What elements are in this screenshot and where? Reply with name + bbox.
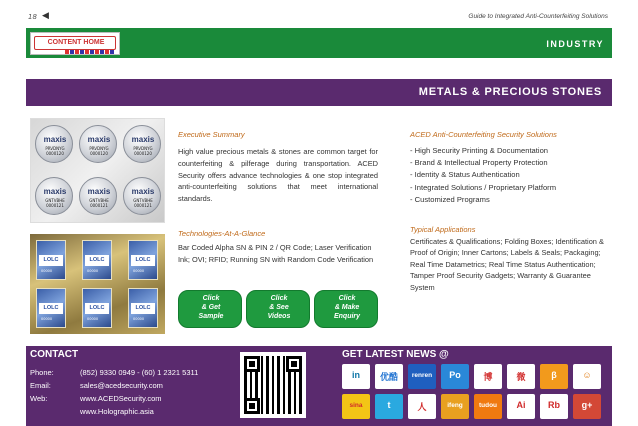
security-label-tile [128, 240, 158, 280]
security-label-tile [82, 240, 112, 280]
executive-summary-heading: Executive Summary [178, 130, 245, 139]
email-label: Email: [30, 381, 51, 390]
button-line: Videos [267, 313, 291, 320]
tile-number: 00000 [41, 269, 53, 273]
social-icon-rb-icon[interactable] [540, 394, 568, 419]
social-icon-label: Ai [516, 400, 526, 410]
tile-brand: LOLC [85, 303, 109, 314]
social-icon-ifeng-icon[interactable] [441, 394, 469, 419]
social-icon-label: g+ [581, 400, 593, 410]
hologram-sticker [79, 125, 117, 163]
social-icon-label: Rb [548, 400, 560, 410]
social-icon--icon[interactable] [540, 364, 568, 389]
tile-brand: LOLC [39, 255, 63, 266]
solution-item: - Integrated Solutions / Proprietary Platform [410, 182, 556, 194]
social-icon--icon[interactable] [375, 364, 403, 389]
tile-brand: LOLC [39, 303, 63, 314]
content-home-button[interactable] [30, 32, 120, 55]
social-icon--icon[interactable] [408, 394, 436, 419]
social-icon-label: ☺ [582, 370, 592, 380]
social-icon-po-icon[interactable] [441, 364, 469, 389]
web-link-holographic[interactable]: www.Holographic.asia [80, 407, 154, 416]
social-icon--icon[interactable] [474, 364, 502, 389]
social-icon-label: renren [411, 372, 433, 379]
qr-finder-icon [244, 356, 260, 372]
social-icon-label: Po [449, 370, 461, 380]
social-icon-t-icon[interactable] [375, 394, 403, 419]
security-labels-photo [30, 234, 165, 334]
hologram-sticker [123, 177, 161, 215]
phone-label: Phone: [30, 368, 54, 377]
social-icon--icon[interactable] [573, 364, 601, 389]
social-icon-g-icon[interactable] [573, 394, 601, 419]
guide-title: Guide to Integrated Anti-Counterfeiting Solutions [468, 13, 608, 20]
security-label-tile [128, 288, 158, 328]
solution-item: - High Security Printing & Documentation [410, 145, 556, 157]
solutions-heading: ACED Anti-Counterfeiting Security Solutions [410, 130, 557, 139]
solutions-list [410, 145, 556, 206]
social-icon-label: 人 [417, 402, 427, 412]
social-icon-label: sina [349, 402, 363, 409]
button-line: & Make [334, 304, 360, 311]
solution-item: - Brand & Intellectual Property Protection [410, 157, 556, 169]
make-enquiry-button[interactable] [314, 290, 378, 328]
tile-brand: LOLC [85, 255, 109, 266]
sticker-brand: maxis [87, 187, 111, 196]
social-icon-renren-icon[interactable] [408, 364, 436, 389]
button-line: Click [202, 295, 220, 302]
security-label-tile [82, 288, 112, 328]
button-line: Sample [198, 313, 224, 320]
flags-icon [65, 50, 115, 54]
tile-brand: LOLC [131, 303, 155, 314]
sticker-code: GNTVBHE 0000121 [89, 198, 109, 208]
social-icon-ai-icon[interactable] [507, 394, 535, 419]
social-icon--icon[interactable] [507, 364, 535, 389]
security-label-tile [36, 288, 66, 328]
sticker-brand: maxis [43, 135, 67, 144]
tile-brand: LOLC [131, 255, 155, 266]
solution-item: - Customized Programs [410, 194, 556, 206]
solution-item: - Identity & Status Authentication [410, 169, 556, 181]
hologram-sticker [35, 125, 73, 163]
email-link[interactable]: sales@acedsecurity.com [80, 381, 163, 390]
page-header [0, 0, 638, 26]
button-line: Click [338, 295, 356, 302]
button-line: & Get [201, 304, 221, 311]
social-icon-label: 微 [516, 372, 526, 382]
sticker-brand: maxis [131, 135, 155, 144]
social-icon-label: 优酷 [379, 372, 398, 382]
sticker-brand: maxis [87, 135, 111, 144]
content-home-label: CONTENT HOME [47, 39, 105, 46]
hologram-sticker [79, 177, 117, 215]
button-line: Click [270, 295, 288, 302]
industry-label: INDUSTRY [546, 39, 604, 49]
social-icon-label: tudou [478, 402, 498, 409]
contact-heading: CONTACT [30, 349, 79, 360]
social-icon-label: ifeng [447, 402, 463, 409]
qr-code[interactable] [240, 352, 306, 418]
hologram-sticker [123, 125, 161, 163]
button-line: Enquiry [333, 313, 361, 320]
web-label: Web: [30, 394, 48, 403]
page-number: 18 [28, 13, 37, 21]
security-label-tile [36, 240, 66, 280]
sticker-code: PRVDNYG 0000120 [45, 146, 65, 156]
social-icon-label: 博 [483, 372, 493, 382]
button-line: & See [269, 304, 289, 311]
content-home-label-box [34, 36, 116, 50]
hologram-stickers-photo [30, 118, 165, 223]
social-icon-label: t [387, 400, 391, 410]
sticker-brand: maxis [131, 187, 155, 196]
section-title: METALS & PRECIOUS STONES [418, 86, 602, 98]
see-videos-button[interactable] [246, 290, 310, 328]
sticker-code: PRVDNYG 0000120 [89, 146, 109, 156]
social-icon-label: β [551, 370, 557, 380]
social-icon-sina-icon[interactable] [342, 394, 370, 419]
technologies-heading: Technologies-At-A-Glance [178, 229, 266, 238]
sticker-code: PRVDNYG 0000120 [133, 146, 153, 156]
social-icon-label: in [352, 370, 360, 380]
latest-news-heading: GET LATEST NEWS @ [342, 349, 449, 360]
sticker-code: GNTVBHE 0000121 [133, 198, 153, 208]
web-link-aced[interactable]: www.ACEDSecurity.com [80, 394, 162, 403]
executive-summary-text: High value precious metals & stones are common target for counterfeiting & pilferage during transportation. ACED Security offers advance technologies & one stop integrated anti-counterfeiting solutions that meet international standards. [178, 147, 378, 204]
hologram-sticker [35, 177, 73, 215]
get-sample-button[interactable] [178, 290, 242, 328]
tile-number: 00000 [41, 317, 53, 321]
tile-number: 00000 [87, 317, 99, 321]
social-icon-in-icon[interactable] [342, 364, 370, 389]
tile-number: 00000 [87, 269, 99, 273]
technologies-text: Bar Coded Alpha SN & PIN 2 / QR Code; Laser Verification Ink; OVI; RFID; Running SN with Random Code Verification [178, 243, 374, 264]
tile-number: 00000 [133, 269, 145, 273]
sticker-code: GNTVBHE 0000121 [45, 198, 65, 208]
sticker-brand: maxis [43, 187, 67, 196]
qr-finder-icon [244, 398, 260, 414]
applications-text: Certificates & Qualifications; Folding Boxes; Identification & Proof of Origin; Inner Cartons; Labels & Seals; Packaging; Real Time Datametrics; Real Time Status Authentication; Tamper Proof Security Gadgets; Warranty & Guarantee System [410, 237, 604, 292]
social-icon-tudou-icon[interactable] [474, 394, 502, 419]
qr-finder-icon [286, 356, 302, 372]
previous-page-icon[interactable]: ◀ [42, 11, 49, 21]
applications-heading: Typical Applications [410, 225, 476, 234]
phone-value: (852) 9330 0949 - (60) 1 2321 5311 [80, 368, 199, 377]
tile-number: 00000 [133, 317, 145, 321]
